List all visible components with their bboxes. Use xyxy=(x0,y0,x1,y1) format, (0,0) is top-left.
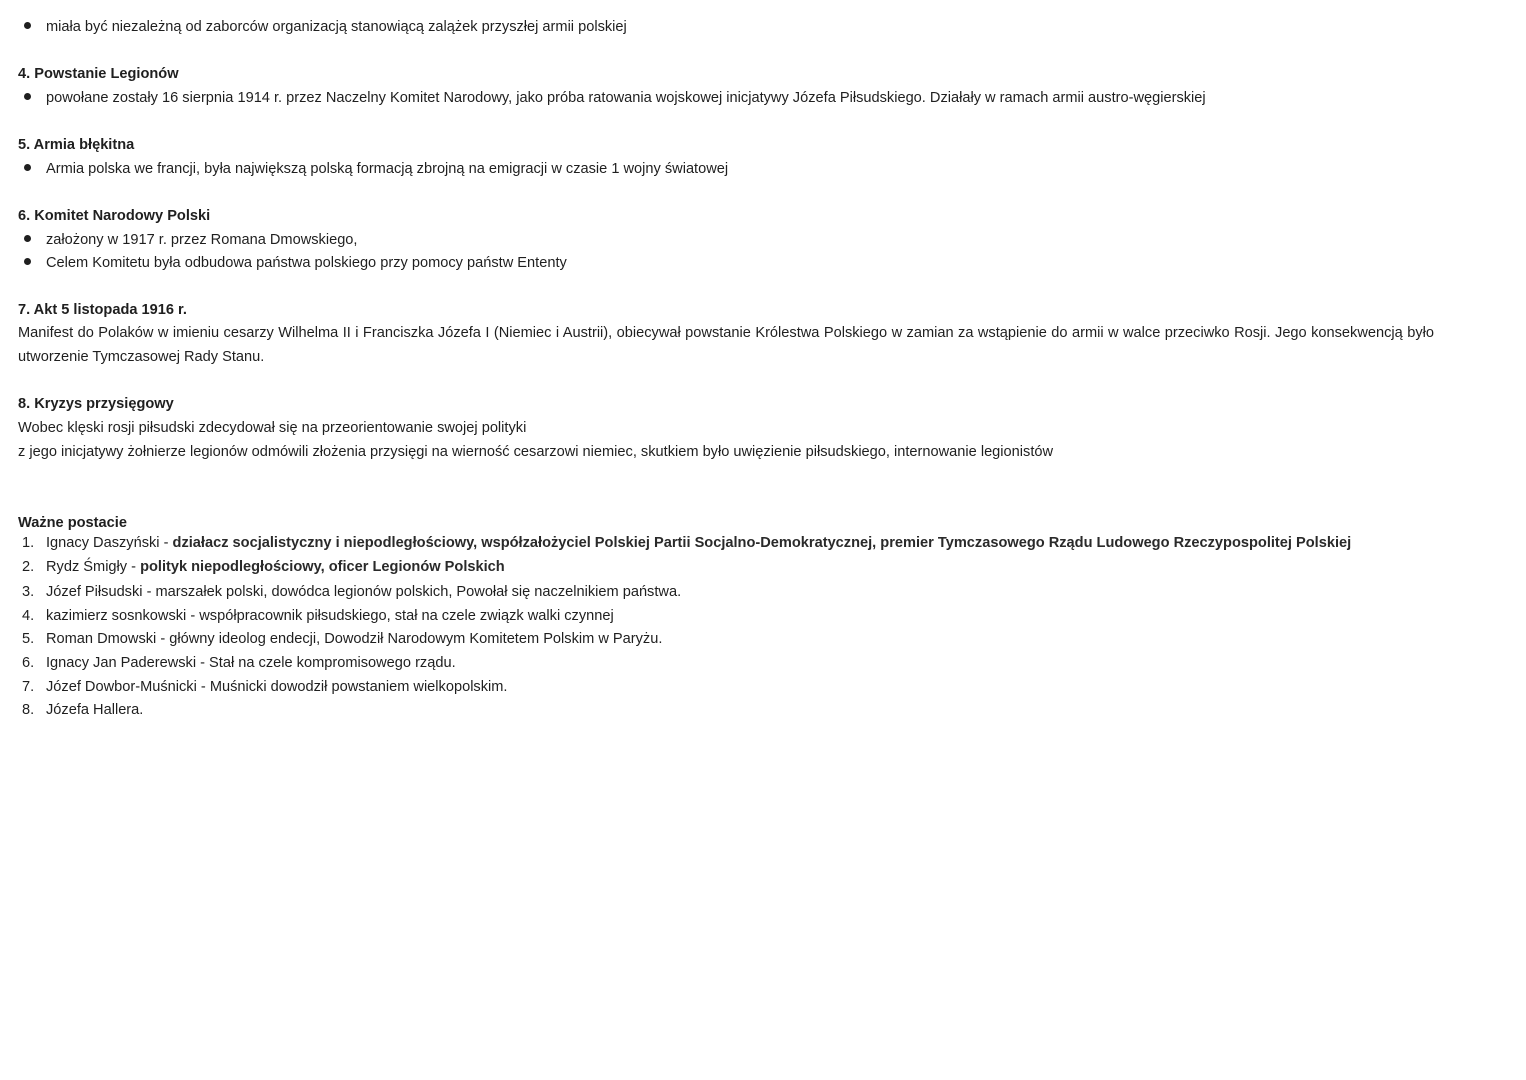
figure-list-item xyxy=(22,533,1351,553)
bullet-icon xyxy=(24,22,31,29)
figure-list-item xyxy=(22,700,143,720)
list-number: 3. xyxy=(22,584,35,600)
section-heading: 6. Komitet Narodowy Polski xyxy=(18,208,211,224)
section-bullet-item xyxy=(18,88,1206,108)
section-bullet-item xyxy=(18,159,728,179)
bullet-text: założony w 1917 r. przez Romana Dmowskiego, xyxy=(46,232,358,248)
figures-heading: Ważne postacie xyxy=(18,515,127,531)
section-heading: 7. Akt 5 listopada 1916 r. xyxy=(18,302,187,318)
bullet-icon xyxy=(24,258,31,265)
figure-name: kazimierz sosnkowski - współpracownik piłsudskiego, stał na czele związk walki czynnej xyxy=(46,608,614,624)
list-number: 1. xyxy=(22,535,35,551)
figure-name: Rydz Śmigły - xyxy=(46,559,141,575)
figure-name: Józef Piłsudski - marszałek polski, dowódca legionów polskich, Powołał się naczelnikiem państwa. xyxy=(46,584,682,600)
section-line: Wobec klęski rosji piłsudski zdecydował się na przeorientowanie swojej polityki xyxy=(18,420,527,436)
section-heading: 5. Armia błękitna xyxy=(18,137,135,153)
section-paragraph: Manifest do Polaków w imieniu cesarzy Wilhelma II i Franciszka Józefa I (Niemiec i Austrii), obiecywał powstanie Królestwa Polskiego w zamian za wstąpienie do armii w walce przeciwko Rosji. Jego konsekwencją było utworzenie Tymczasowej Rady Stanu. xyxy=(18,325,1434,365)
bullet-text: Armia polska we francji, była największą polską formacją zbrojną na emigracji w czasie 1 wojny światowej xyxy=(46,161,729,177)
list-number: 4. xyxy=(22,608,35,624)
figure-name: Józefa Hallera. xyxy=(46,702,144,718)
figure-name: Roman Dmowski - główny ideolog endecji, Dowodził Narodowym Komitetem Polskim w Paryżu. xyxy=(46,631,663,647)
bullet-text: powołane zostały 16 sierpnia 1914 r. przez Naczelny Komitet Narodowy, jako próba ratowania wojskowej inicjatywy Józefa Piłsudskiego. Działały w ramach armii austro-węgierskiej xyxy=(46,90,1206,106)
list-number: 6. xyxy=(22,655,35,671)
figure-name: Ignacy Daszyński - xyxy=(46,535,173,551)
figure-list-item xyxy=(22,582,681,602)
section-bullet-item xyxy=(18,230,357,250)
list-number: 7. xyxy=(22,679,35,695)
figure-list-item xyxy=(22,557,505,577)
section-bullet-item xyxy=(18,253,567,273)
section-heading: 8. Kryzys przysięgowy xyxy=(18,396,174,412)
section-heading: 4. Powstanie Legionów xyxy=(18,66,179,82)
bullet-text: Celem Komitetu była odbudowa państwa polskiego przy pomocy państw Ententy xyxy=(46,255,567,271)
figure-description: działacz socjalistyczny i niepodległościowy, współzałożyciel Polskiej Partii Socjalno-Demokratycznej, premier Tymczasowego Rządu Ludowego Rzeczypospolitej Polskiej xyxy=(172,535,1352,551)
bullet-icon xyxy=(24,235,31,242)
bullet-text: miała być niezależną od zaborców organizacją stanowiącą zalążek przyszłej armii polskiej xyxy=(46,19,627,35)
figure-name: Józef Dowbor-Muśnicki - Muśnicki dowodził powstaniem wielkopolskim. xyxy=(46,679,508,695)
list-number: 2. xyxy=(22,559,35,575)
bullet-icon xyxy=(24,164,31,171)
figure-name: Ignacy Jan Paderewski - Stał na czele kompromisowego rządu. xyxy=(46,655,456,671)
list-number: 8. xyxy=(22,702,35,718)
bullet-icon xyxy=(24,93,31,100)
intro-bullet-item xyxy=(18,17,627,37)
figure-list-item xyxy=(22,606,614,626)
figure-list-item xyxy=(22,677,507,697)
figure-list-item xyxy=(22,629,662,649)
figure-list-item xyxy=(22,653,456,673)
figure-description: polityk niepodległościowy, oficer Legionów Polskich xyxy=(140,559,505,575)
list-number: 5. xyxy=(22,631,35,647)
section-line: z jego inicjatywy żołnierze legionów odmówili złożenia przysięgi na wierność cesarzowi niemiec, skutkiem było uwięzienie piłsudskiego, internowanie legionistów xyxy=(18,444,1054,460)
